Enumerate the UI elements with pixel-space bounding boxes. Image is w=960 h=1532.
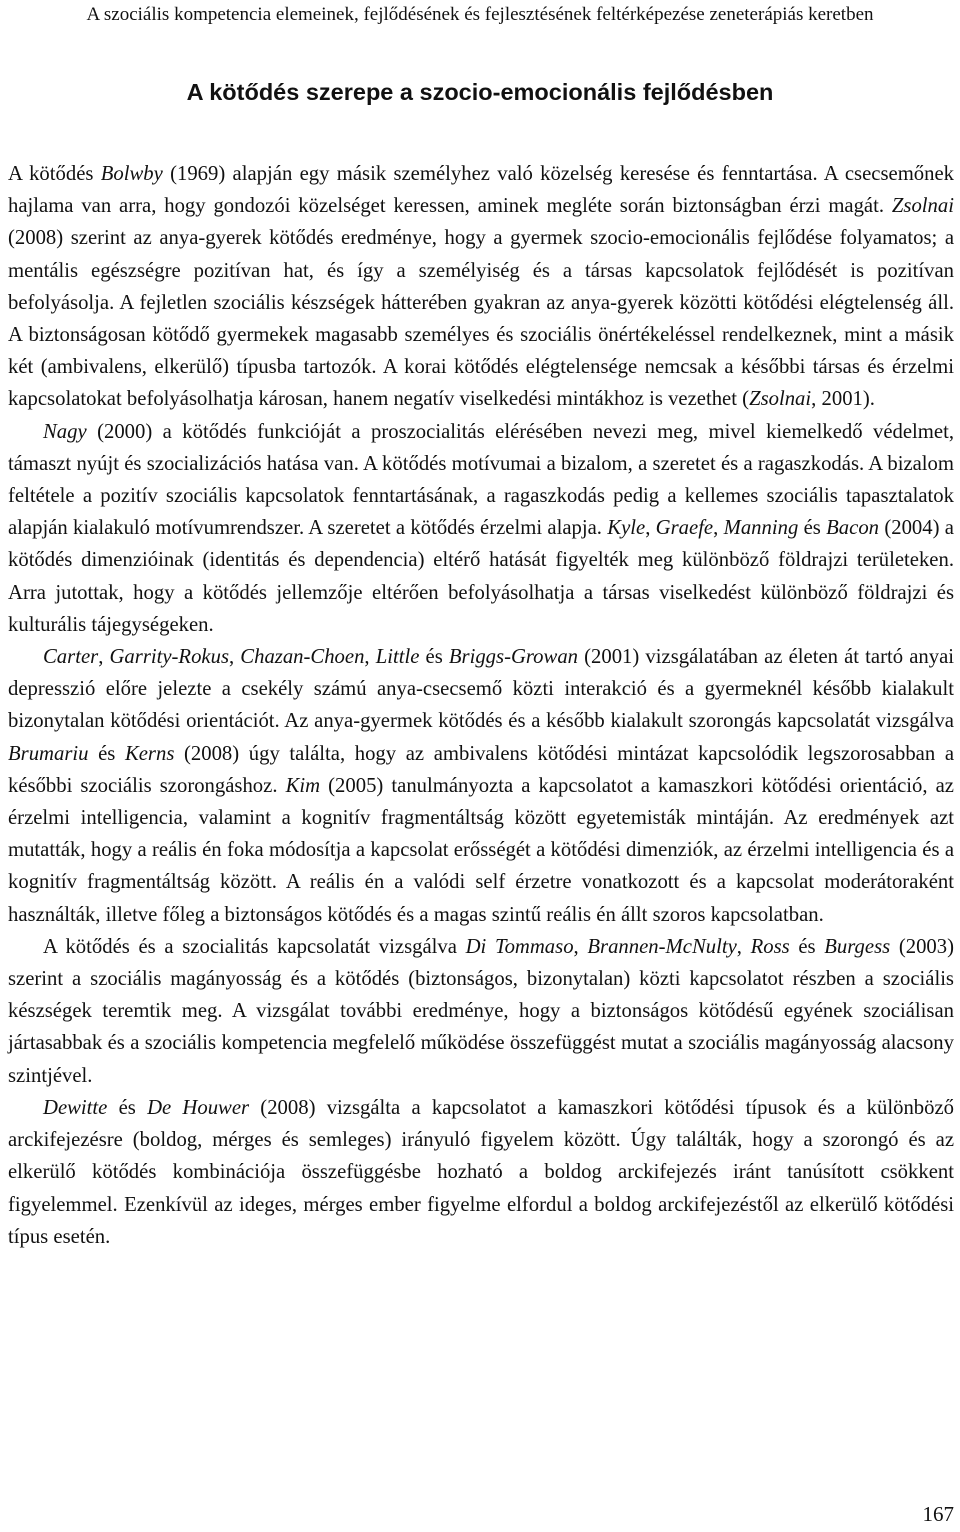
author-name: Zsolnai — [891, 195, 954, 218]
author-name: Bacon — [826, 517, 880, 540]
author-name: Burgess — [824, 935, 891, 958]
author-name: Brannen-McNulty — [587, 935, 737, 958]
paragraph: Carter, Garrity-Rokus, Chazan-Choen, Little és Briggs-Growan (2001) vizsgálatában az életen át tartó anyai depresszió előre jelezte a csekély számú anya-csecsemő közti interakció és a gyermeknél később kialakult bizonytalan kötődési orientációt. Az anya-gyermek kötődés és a később kialakult szorongás kapcsolatát vizsgálva Brumariu és Kerns (2008) úgy találta, hogy az ambivalens kötődési mintázat kapcsolódik legszorosabban a későbbi szociális szorongáshoz. Kim (2005) tanulmányozta a kapcsolatot a kamaszkori kötődési orientáció, az érzelmi intelligencia, valamint a kognitív fragmentáltság között egyetemisták mintáján. Az eredmények azt mutatták, hogy a reális én foka módosítja a kapcsolat erősségét a kötődési dimenziók, az érzelmi intelligencia és a kognitív fragmentáltság között. A reális én a valódi self érzetre vonatkozott és a kapcsolat moderátoraként használták, illetve főleg a biztonságos kötődés és a magas szintű reális én állt szoros kapcsolatban. — [8, 646, 955, 926]
author-name: Bolwby — [100, 163, 163, 185]
author-name: Brumariu — [8, 742, 89, 765]
author-name: Little — [375, 646, 420, 669]
author-name: Kyle — [607, 517, 646, 540]
author-name: Graefe — [655, 517, 714, 540]
author-name: Kerns — [124, 742, 175, 765]
chapter-title: A kötődés szerepe a szocio-emocionális fejlődésben — [186, 79, 774, 105]
page-number: 167 — [922, 1502, 954, 1526]
body-text — [8, 158, 954, 1253]
author-name: Garrity-Rokus — [109, 646, 229, 669]
paragraph: Nagy (2000) a kötődés funkcióját a proszocialitás elérésében nevezi meg, mivel kiemelkedő védelmet, támaszt nyújt és szocializációs hatása van. A kötődés motívumai a bizalom, a szeretet és a ragaszkodás. A bizalom feltétele a pozitív szociális kapcsolatok fenntartásának, a ragaszkodás pedig a kellemes szociális tapasztalatok alapján kialakuló motívumrendszer. A szeretet a kötődés érzelmi alapja. Kyle, Graefe, Manning és Bacon (2004) a kötődés dimenzióinak (identitás és dependencia) eltérő hatását figyelték meg különböző földrajzi területeken. Arra jutottak, hogy a kötődés jellemzője eltérően befolyásolhatja a társas viselkedést különböző földrajzi és kulturális tájegységeken. — [8, 420, 954, 636]
paragraph: A kötődés és a szocialitás kapcsolatát vizsgálva Di Tommaso, Brannen-McNulty, Ross és Burgess (2003) szerint a szociális magányosság és a kötődés (biztonságos, bizonytalan) közti kapcsolatot részben a szociális készségek teremtik meg. A vizsgálat további eredménye, hogy a biztonságos kötődésű egyének szociálisan jártasabbak és a szociális kompetencia megfelelő működése összefüggést mutat a szociális magányosság alacsony szintjével. — [8, 935, 954, 1087]
author-name: Carter — [43, 646, 99, 669]
paragraph: A kötődés Bolwby (1969) alapján egy másik személyhez való közelség keresése és fenntartása. A csecsemőnek hajlama van arra, hogy gondozói közelséget keressen, aminek megléte során biztonságban érzi magát. Zsolnai (2008) szerint az anya-gyerek kötődés eredménye, hogy a gyermek szocio-emocionális fejlődése folyamatos; a mentális egészségre pozitívan hat, és így a személyiség és a társas kapcsolatok fejlődését is pozitívan befolyásolja. A fejletlen szociális készségek hátterében gyakran az anya-gyerek közötti kötődési elégtelenség áll. A biztonságosan kötődő gyermekek magasabb személyes és szociális önértékeléssel rendelkeznek, mint a másik két (ambivalens, elkerülő) típusba tartozók. A korai kötődés elégtelensége nemcsak a későbbi társas és érzelmi kapcsolatokat befolyásolhatja károsan, hanem negatív viselkedési mintákhoz is vezethet (Zsolnai, 2001). — [8, 163, 954, 411]
author-name: De Houwer — [147, 1096, 250, 1119]
author-name: Briggs-Growan — [448, 646, 579, 669]
author-name: Kim — [285, 774, 321, 797]
author-name: Dewitte — [43, 1096, 108, 1119]
author-name: Nagy — [43, 420, 87, 443]
author-name: Manning — [723, 517, 799, 540]
author-name: Chazan-Choen — [240, 646, 365, 669]
paragraph: Dewitte és De Houwer (2008) vizsgálta a kapcsolatot a kamaszkori kötődési típusok és a különböző arckifejezésre (boldog, mérges és semleges) irányuló figyelem között. Úgy találták, hogy a szorongó és az elkerülő kötődés kombinációja összefüggésbe hozható a boldog arckifejezés iránt tanúsított csökkent figyelemmel. Ezenkívül az ideges, mérges ember figyelme elfordul a boldog arckifejezéstől az elkerülő kötődési típus esetén. — [8, 1096, 954, 1248]
author-name: Zsolnai — [749, 388, 812, 411]
running-header: A szociális kompetencia elemeinek, fejlődésének és fejlesztésének feltérképezése zeneterápiás keretben — [86, 4, 874, 25]
author-name: Di Tommaso — [465, 935, 574, 958]
author-name: Ross — [750, 935, 790, 958]
